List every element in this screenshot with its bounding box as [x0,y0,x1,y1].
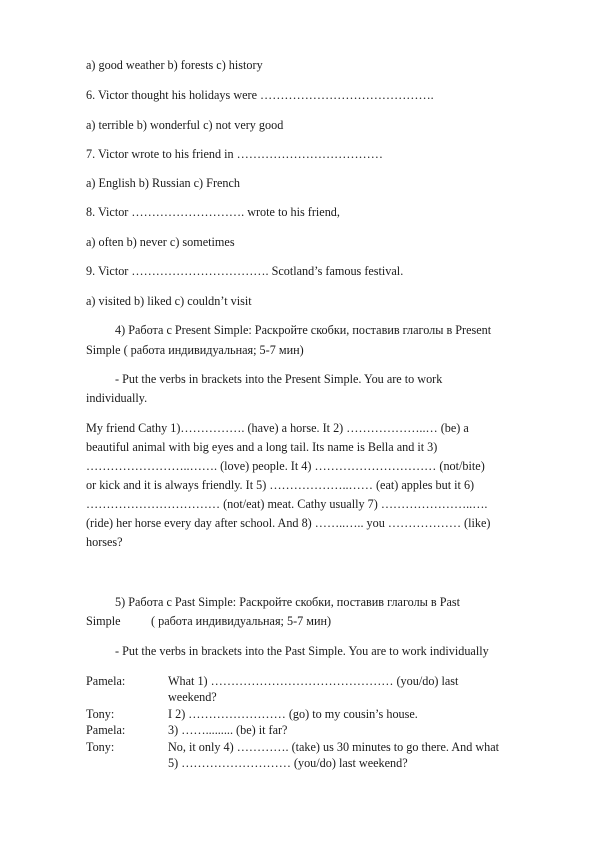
q7-options: a) English b) Russian c) French [86,176,241,190]
dialog-line: No, it only 4) …………. (take) us 30 minutes to go there. And what 5) ……………………… (you/do) last weekend? [168,740,500,770]
section5-heading-cont: Simple ( работа индивидуальная; 5-7 мин) [86,614,332,628]
exercise-text-line: …………………………… (not/eat) meat. Cathy usually 7) …………………..…. [86,497,488,511]
dialog-line: 3) ……......... (be) it far? [168,723,288,737]
exercise-text-line: My friend Cathy 1)……………. (have) a horse. It 2) ………………..… (be) a [86,421,469,435]
dialog-line: I 2) …………………… (go) to my cousin’s house. [168,707,418,721]
exercise-text-line: (ride) her horse every day after school. And 8) ……..….. you ……………… (like) [86,516,491,530]
exercise-text-line: or kick and it is always friendly. It 5) ………………..…… (eat) apples but it 6) [86,478,475,492]
section4-instruction-cont: individually. [86,391,148,405]
dialog-speaker: Pamela: [86,674,126,688]
exercise-text-line: beautiful animal with big eyes and a long tail. Its name is Bella and it 3) [86,440,438,454]
q6-options: a) terrible b) wonderful c) not very good [86,118,284,132]
dialog-speaker: Pamela: [86,723,126,737]
q5-options: a) good weather b) forests c) history [86,58,263,72]
section4-instruction: - Put the verbs in brackets into the Present Simple. You are to work [115,372,443,386]
section4-heading-cont: Simple ( работа индивидуальная; 5-7 мин) [86,343,304,357]
dialog-speaker: Tony: [86,707,115,721]
dialog-speaker: Tony: [86,740,115,754]
exercise-text-line: horses? [86,535,123,549]
dialog-line: What 1) ……………………………………… (you/do) last weekend? [168,674,459,704]
exercise-text-line: ……………………..……. (love) people. It 4) ………………………… (not/bite) [86,459,485,473]
q8-question: 8. Victor ………………………. wrote to his friend, [86,205,340,219]
q9-question: 9. Victor ……………………………. Scotland’s famous festival. [86,264,404,278]
section5-instruction: - Put the verbs in brackets into the Past Simple. You are to work individually [115,644,489,658]
section5-heading: 5) Работа с Past Simple: Раскройте скобки, поставив глаголы в Past [115,595,461,609]
q6-question: 6. Victor thought his holidays were ……………………………………. [86,88,434,102]
section4-heading: 4) Работа с Present Simple: Раскройте скобки, поставив глаголы в Present [115,323,492,337]
q7-question: 7. Victor wrote to his friend in ……………………………… [86,147,383,161]
q8-options: a) often b) never c) sometimes [86,235,235,249]
q9-options: a) visited b) liked c) couldn’t visit [86,294,252,308]
